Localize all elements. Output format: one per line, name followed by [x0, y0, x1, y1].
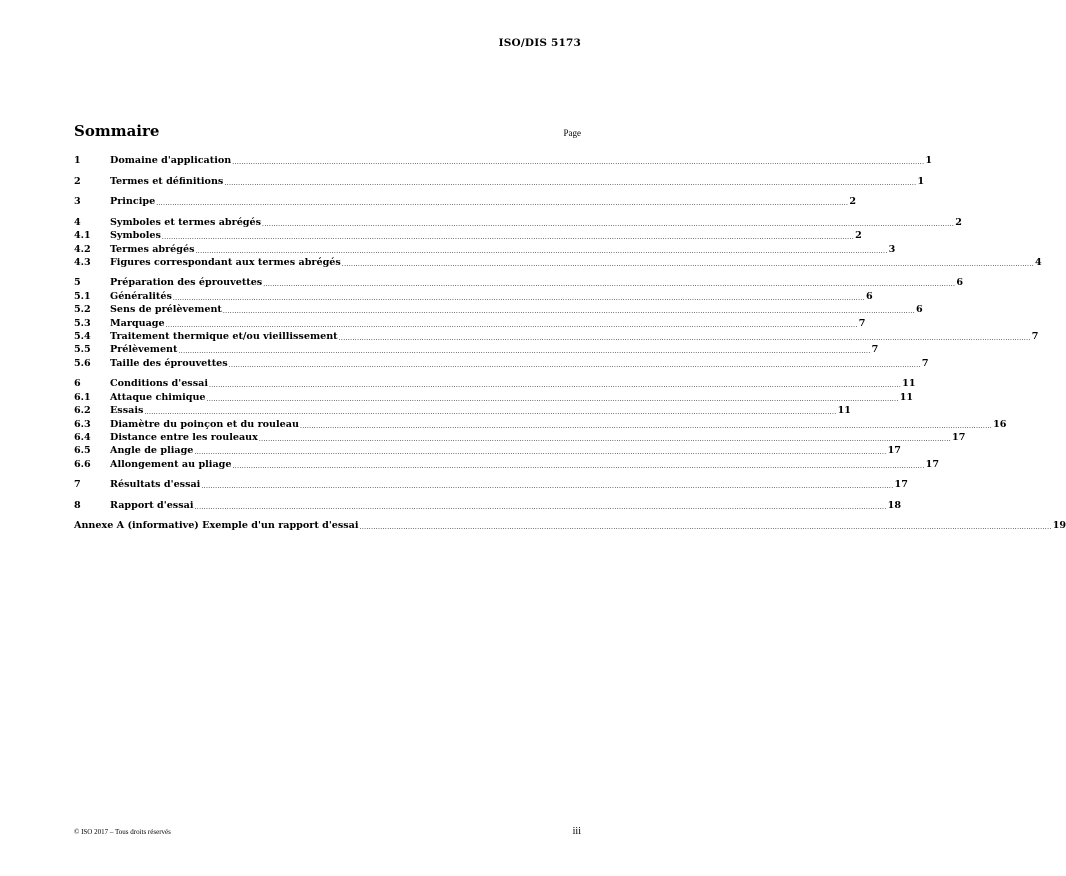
toc-entry-number: 5.5	[74, 344, 91, 356]
toc-entry[interactable]	[74, 243, 896, 256]
toc-entry-number: 5.1	[74, 290, 91, 302]
table-of-contents	[74, 154, 1066, 533]
toc-entry-label: Rapport d'essai	[110, 499, 194, 511]
dot-leader: ............................................................................................................................................................................................................................................................................................................	[208, 382, 902, 390]
toc-entry-label: Symboles et termes abrégés	[110, 216, 262, 228]
dot-leader: ............................................................................................................................................................................................................................................................................................................	[172, 294, 866, 302]
dot-leader: ............................................................................................................................................................................................................................................................................................................	[338, 335, 1031, 343]
dot-leader: ............................................................................................................................................................................................................................................................................................................	[156, 200, 849, 208]
toc-entry-number: 2	[74, 175, 81, 187]
toc-entry[interactable]	[74, 357, 929, 370]
toc-entry[interactable]	[74, 478, 908, 491]
toc-entry-page: 17	[952, 431, 966, 443]
copyright-notice: © ISO 2017 – Tous droits réservés	[74, 828, 171, 836]
toc-entry-page: 17	[925, 458, 940, 470]
toc-entry-number: 3	[74, 196, 81, 208]
toc-entry-page: 1	[917, 175, 925, 187]
toc-entry-page: 11	[837, 405, 851, 417]
toc-entry-number: 6.3	[74, 418, 91, 430]
toc-entry-number: 8	[74, 499, 81, 511]
toc-entry-label: Résultats d'essai	[110, 479, 201, 491]
page-column-label: Page	[563, 128, 581, 138]
toc-entry-page: 6	[956, 277, 964, 289]
document-id: ISO/DIS 5173	[498, 37, 581, 49]
toc-entry-page: 7	[1031, 331, 1039, 343]
toc-entry[interactable]	[74, 458, 940, 471]
toc-entry-number: 7	[74, 479, 81, 491]
toc-entry[interactable]	[74, 404, 851, 417]
toc-entry-number: 6.5	[74, 445, 91, 457]
dot-leader: ............................................................................................................................................................................................................................................................................................................	[228, 361, 921, 369]
toc-entry-number: 4	[74, 216, 81, 228]
toc-entry-number: 6.2	[74, 405, 91, 417]
toc-entry-page: 17	[894, 479, 908, 491]
toc-entry-label: Généralités	[110, 290, 172, 302]
toc-entry[interactable]	[74, 499, 901, 512]
dot-leader: ............................................................................................................................................................................................................................................................................................................	[222, 308, 916, 316]
dot-leader: ............................................................................................................................................................................................................................................................................................................	[161, 234, 855, 242]
toc-entry[interactable]	[74, 343, 879, 356]
toc-entry-number: 6.1	[74, 391, 91, 403]
toc-entry[interactable]	[74, 391, 914, 404]
toc-entry-label: Angle de pliage	[110, 445, 194, 457]
toc-entry-page: 7	[871, 344, 879, 356]
toc-entry-label: Diamètre du poinçon et du rouleau	[110, 418, 299, 430]
toc-entry[interactable]	[74, 330, 1039, 343]
toc-entry-label: Sens de prélèvement	[110, 304, 222, 316]
toc-entry-number: 4.1	[74, 230, 91, 242]
toc-entry-page: 3	[888, 243, 896, 255]
toc-entry[interactable]	[74, 418, 1007, 431]
toc-entry-number: 5	[74, 277, 81, 289]
toc-entry[interactable]	[74, 444, 901, 457]
toc-entry[interactable]	[74, 303, 923, 316]
toc-entry[interactable]	[74, 317, 866, 330]
toc-entry-label: Allongement au pliage	[110, 458, 232, 470]
toc-entry-number: 4.2	[74, 243, 91, 255]
toc-entry-page: 18	[887, 499, 901, 511]
toc-entry-page: 11	[902, 378, 916, 390]
toc-entry-page: 4	[1034, 256, 1042, 268]
toc-entry-number: 5.2	[74, 304, 91, 316]
toc-entry-label: Marquage	[110, 317, 165, 329]
toc-entry-page: 6	[916, 304, 923, 316]
toc-title-row	[74, 122, 581, 140]
toc-entry[interactable]	[74, 431, 966, 444]
dot-leader: ............................................................................................................................................................................................................................................................................................................	[263, 281, 956, 289]
toc-entry-page: 11	[899, 391, 914, 403]
toc-entry-page: 16	[993, 418, 1007, 430]
toc-entry[interactable]	[74, 229, 862, 242]
dot-leader: ............................................................................................................................................................................................................................................................................................................	[144, 409, 837, 417]
dot-leader: ............................................................................................................................................................................................................................................................................................................	[194, 449, 887, 457]
toc-title: Sommaire	[74, 122, 160, 140]
toc-entry-label: Taille des éprouvettes	[110, 357, 228, 369]
toc-entry-label: Prélèvement	[110, 344, 178, 356]
toc-entry-label: Termes abrégés	[110, 243, 195, 255]
toc-entry-number: 1	[74, 155, 81, 166]
toc-entry-number: 5.6	[74, 357, 91, 369]
dot-leader: ............................................................................................................................................................................................................................................................................................................	[232, 159, 925, 166]
toc-entry-label: Essais	[110, 405, 144, 417]
toc-entry-page: 7	[921, 357, 929, 369]
page-footer	[74, 826, 581, 837]
toc-entry-label: Principe	[110, 196, 156, 208]
toc-entry[interactable]	[74, 290, 873, 303]
toc-entry-page: 7	[858, 317, 866, 329]
dot-leader: ............................................................................................................................................................................................................................................................................................................	[258, 435, 952, 443]
toc-entry[interactable]	[74, 175, 925, 188]
toc-entry-label: Symboles	[110, 230, 161, 242]
toc-entry[interactable]	[74, 216, 962, 229]
toc-entry[interactable]	[74, 519, 1066, 532]
toc-entry-page: 2	[849, 196, 857, 208]
toc-entry-page: 19	[1052, 520, 1066, 532]
dot-leader: ............................................................................................................................................................................................................................................................................................................	[262, 220, 955, 228]
toc-entry-label: Traitement thermique et/ou vieillissement	[110, 331, 338, 343]
page-number: iii	[572, 826, 581, 837]
toc-entry[interactable]	[74, 377, 916, 390]
toc-entry-label: Figures correspondant aux termes abrégés	[110, 256, 341, 268]
toc-entry[interactable]	[74, 276, 964, 289]
toc-entry-label: Attaque chimique	[110, 391, 206, 403]
dot-leader: ............................................................................................................................................................................................................................................................................................................	[299, 422, 993, 430]
toc-entry-label: Domaine d'application	[110, 155, 232, 166]
toc-entry-number: 6	[74, 378, 81, 390]
dot-leader: ............................................................................................................................................................................................................................................................................................................	[195, 247, 888, 255]
toc-entry-number: 6.4	[74, 431, 91, 443]
toc-entry-label: Conditions d'essai	[110, 378, 208, 390]
toc-entry-label: Distance entre les rouleaux	[110, 431, 258, 443]
toc-entry-label: Préparation des éprouvettes	[110, 277, 263, 289]
dot-leader: ............................................................................................................................................................................................................................................................................................................	[201, 483, 894, 491]
dot-leader: ............................................................................................................................................................................................................................................................................................................	[341, 260, 1034, 268]
toc-entry-number: 6.6	[74, 458, 91, 470]
dot-leader: ............................................................................................................................................................................................................................................................................................................	[232, 462, 925, 470]
toc-entry[interactable]	[74, 256, 1042, 269]
dot-leader: ............................................................................................................................................................................................................................................................................................................	[194, 503, 887, 511]
toc-entry-page: 6	[866, 290, 873, 302]
toc-entry-page: 2	[955, 216, 962, 228]
dot-leader: ............................................................................................................................................................................................................................................................................................................	[206, 395, 899, 403]
toc-entry-page: 17	[887, 445, 901, 457]
dot-leader: ............................................................................................................................................................................................................................................................................................................	[165, 321, 858, 329]
toc-entry[interactable]	[74, 154, 933, 167]
toc-entry-number: 5.4	[74, 331, 91, 343]
toc-entry[interactable]	[74, 195, 857, 208]
dot-leader: ............................................................................................................................................................................................................................................................................................................	[178, 348, 871, 356]
toc-entry-page: 2	[855, 230, 862, 242]
toc-entry-label: Annexe A (informative) Exemple d'un rapport d'essai	[74, 520, 359, 532]
dot-leader: ............................................................................................................................................................................................................................................................................................................	[224, 179, 917, 187]
toc-entry-page: 1	[925, 155, 933, 166]
toc-entry-number: 4.3	[74, 256, 91, 268]
toc-entry-label: Termes et définitions	[110, 175, 224, 187]
dot-leader: ............................................................................................................................................................................................................................................................................................................	[359, 524, 1052, 532]
toc-entry-number: 5.3	[74, 317, 91, 329]
